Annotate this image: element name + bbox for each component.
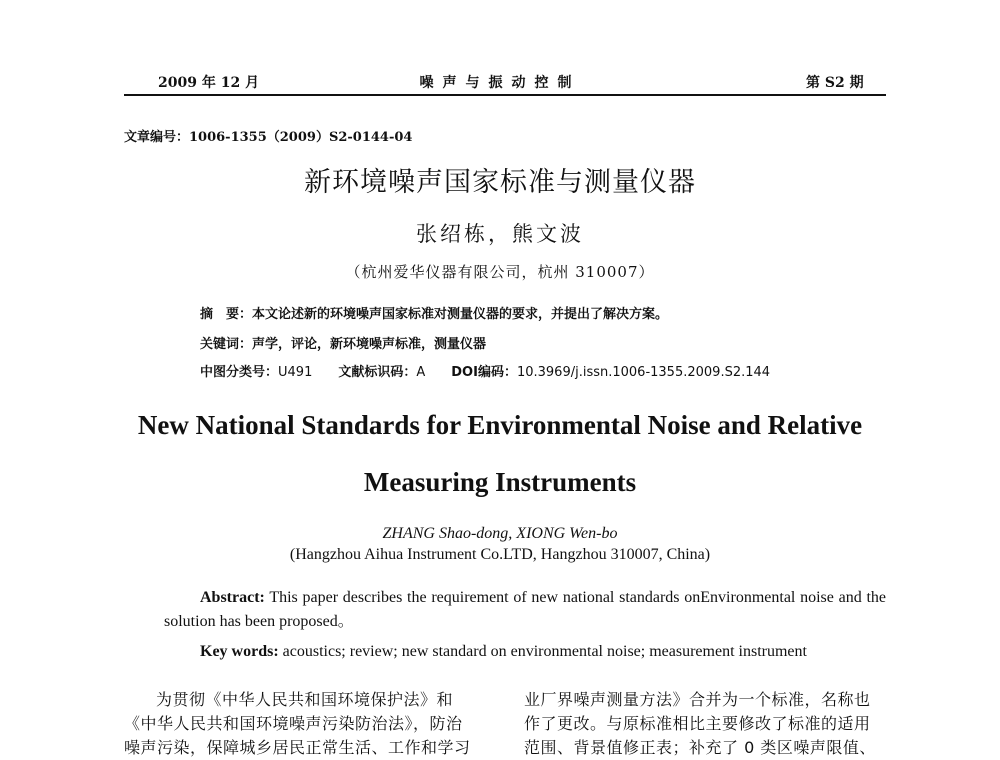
authors-en: ZHANG Shao-dong, XIONG Wen-bo (382, 525, 618, 542)
body-column-right (524, 688, 884, 760)
article-number: 文章编号：1006-1355（2009）S2-0144-04 (124, 130, 413, 145)
title-en-line1: New National Standards for Environmental Noise and Relative (137, 410, 863, 440)
header-rule (124, 94, 886, 96)
body-left-line-1: 为贯彻《中华人民共和国环境保护法》和 (156, 690, 454, 709)
abstract-en-label: Abstract: (200, 589, 265, 606)
title-en-line2: Measuring Instruments (363, 467, 637, 497)
body-right-line-2: 作了更改。与原标准相比主要修改了标准的适用 (524, 714, 871, 733)
abstract-en (164, 586, 886, 634)
keywords-en-text: acoustics; review; new standard on environmental noise; measurement instrument (282, 643, 807, 660)
classification-line (200, 361, 770, 380)
body-left-line-3: 噪声污染，保障城乡居民正常生活、工作和学习 (124, 738, 471, 757)
keywords-en-label: Key words: (200, 643, 279, 660)
header-date: 2009 年 12 月 (158, 75, 260, 91)
header-issue: 第 S2 期 (806, 75, 864, 91)
keywords-en (200, 643, 807, 661)
authors-cn: 张绍栋，熊文波 (416, 222, 584, 246)
keywords-cn-label: 关键词： (200, 337, 253, 352)
abstract-cn (200, 303, 668, 322)
affiliation-en: (Hangzhou Aihua Instrument Co.LTD, Hangzhou 310007, China) (289, 546, 711, 563)
doc-code-label: 文献标识码： (338, 365, 417, 380)
doc-code-value: A (416, 365, 426, 380)
clc-label: 中图分类号： (200, 365, 279, 380)
keywords-cn (200, 333, 486, 352)
body-column-left (124, 688, 484, 760)
clc-value: U491 (278, 365, 313, 380)
abstract-en-text: This paper describes the requirement of new national standards onEnvironmental noise and the solution has been proposed。 (164, 589, 886, 630)
keywords-cn-text: 声学，评论，新环境噪声标准，测量仪器 (252, 337, 487, 352)
body-left-line-2: 《中华人民共和国环境噪声污染防治法》，防治 (124, 714, 463, 733)
header-journal-name: 噪声与振动控制 (419, 75, 581, 91)
body-right-line-1: 业厂界噪声测量方法》合并为一个标准，名称也 (524, 690, 871, 709)
abstract-cn-text: 本文论述新的环境噪声国家标准对测量仪器的要求，并提出了解决方案。 (252, 307, 669, 322)
body-right-line-3: 范围、背景值修正表；补充了 0 类区噪声限值、 (524, 738, 876, 757)
affiliation-cn: （杭州爱华仪器有限公司，杭州 310007） (345, 263, 655, 281)
doi-label: DOI编码： (451, 365, 517, 380)
title-cn: 新环境噪声国家标准与测量仪器 (304, 167, 696, 198)
abstract-cn-label: 摘 要： (200, 307, 253, 322)
doi-value: 10.3969/j.issn.1006-1355.2009.S2.144 (516, 365, 771, 380)
